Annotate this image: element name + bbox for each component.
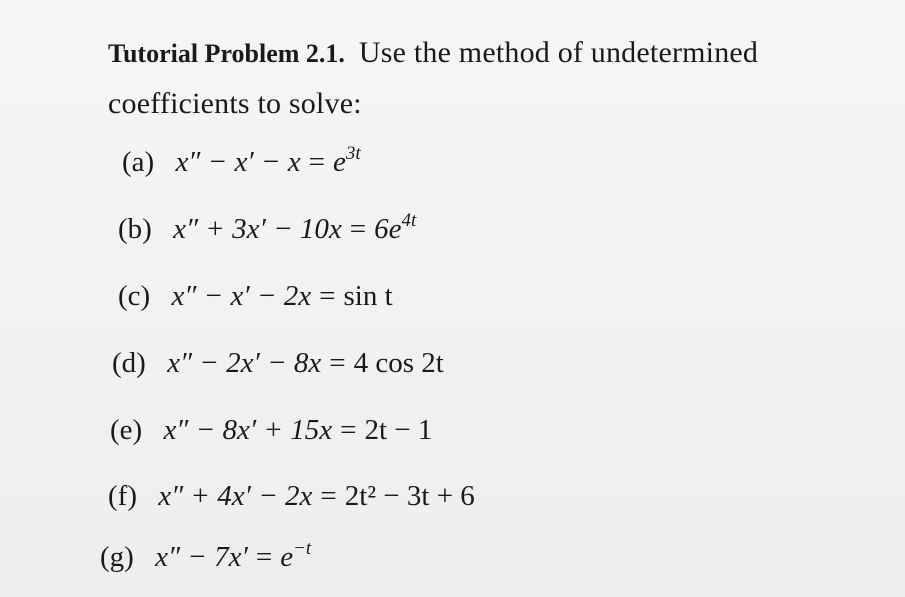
problem-label: (e) [110, 414, 143, 446]
instruction-line-2: coefficients to solve: [108, 87, 362, 120]
equation-rhs: 2t − 1 [364, 414, 433, 446]
problem-label: (d) [112, 347, 146, 379]
problem-label: (g) [100, 541, 134, 573]
equation-rhs-exponent: −t [293, 538, 312, 559]
equation-lhs: x″ + 3x′ − 10x [173, 213, 342, 245]
problem-e [110, 410, 432, 450]
problem-f [108, 476, 475, 516]
equation-rhs-base: e [332, 146, 346, 178]
equation-rhs: 2t² − 3t + 6 [344, 480, 475, 512]
equation-rhs-base: e [280, 541, 294, 573]
equation-rhs-exponent: 4t [401, 210, 417, 231]
problem-label: (c) [118, 280, 151, 312]
equation: $x'' - x' - x = e^{3t}$ [175, 143, 361, 178]
equation-lhs: x″ − x′ − 2x [171, 280, 312, 312]
equation-lhs: x″ − 7x′ [155, 541, 248, 573]
problem-c [118, 276, 393, 316]
equation-lhs: x″ − 2x′ − 8x [167, 347, 322, 379]
equation: x″ − 2x′ − 8x = 4 cos 2t [167, 347, 444, 379]
problem-label: (b) [118, 213, 152, 245]
problem-label: (f) [108, 480, 137, 512]
equation-lhs: x″ − 8x′ + 15x [163, 414, 333, 446]
problem-d [112, 343, 444, 383]
equation-lhs: x″ + 4x′ − 2x [158, 480, 313, 512]
equation: $x'' + 3x' - 10x = 6e^{4t}$ [173, 210, 417, 245]
equation: x″ − 8x′ + 15x = 2t − 1 [163, 414, 433, 446]
instruction-line-1: Use the method of undetermined [358, 36, 759, 69]
problem-title: Tutorial Problem 2.1. [108, 39, 345, 68]
equation: x″ − x′ − 2x = sin t [171, 280, 393, 312]
equation: x″ + 4x′ − 2x = 2t² − 3t + 6 [158, 480, 475, 512]
equation-rhs-exponent: 3t [345, 143, 361, 164]
problem-g [100, 537, 311, 577]
problem-label: (a) [122, 146, 155, 178]
equation-rhs: 4 cos 2t [353, 347, 444, 379]
equation-rhs: sin t [343, 280, 393, 312]
equation-lhs: x″ − x′ − x [175, 146, 301, 178]
equation-rhs-base: 6e [374, 213, 402, 245]
problem-heading [108, 28, 898, 129]
equation: $x'' - 7x' = e^{-t}$ [155, 538, 312, 573]
problem-b [118, 209, 416, 249]
problem-a [122, 142, 361, 182]
